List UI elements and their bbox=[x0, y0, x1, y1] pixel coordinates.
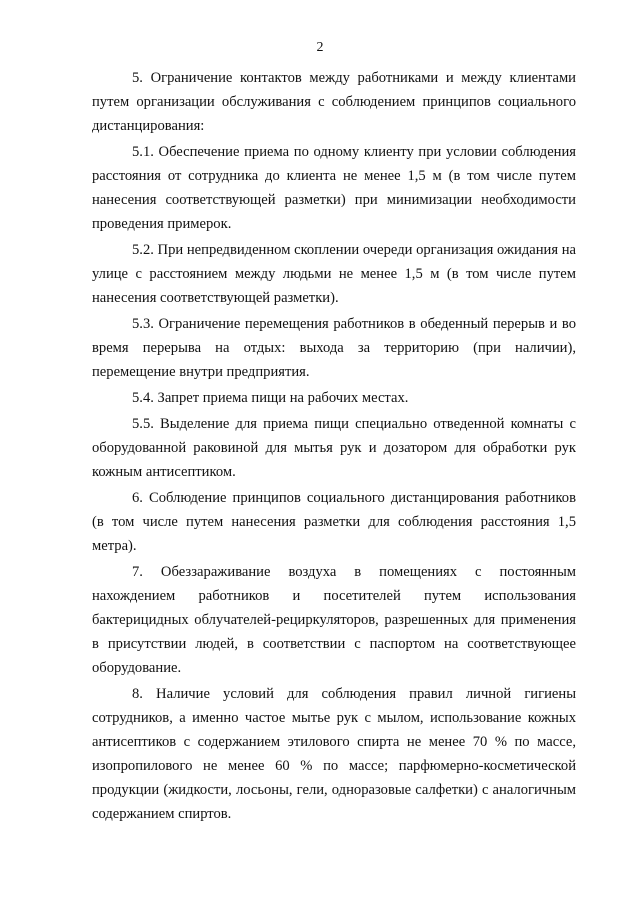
paragraph-5: 5. Ограничение контактов между работниками и между клиентами путем организации обслуживания с соблюдением принципов социального дистанцирования: bbox=[92, 70, 576, 134]
paragraph-8: 8. Наличие условий для соблюдения правил личной гигиены сотрудников, а именно частое мытье рук с мылом, использование кожных антисептиков с содержанием этилового спирта не менее 70 % по массе, изопропилового не менее 60 % по массе; парфюмерно-косметической продукции (жидкости, лосьоны, гели, одноразовые салфетки) с аналогичным содержанием спиртов. bbox=[92, 686, 576, 822]
paragraph-5-3: 5.3. Ограничение перемещения работников в обеденный перерыв и во время перерыва на отдых: выхода за территорию (при наличии), перемещение внутри предприятия. bbox=[92, 316, 576, 380]
paragraph-5-2: 5.2. При непредвиденном скоплении очереди организация ожидания на улице с расстоянием между людьми не менее 1,5 м (в том числе путем нанесения соответствующей разметки). bbox=[92, 242, 576, 306]
page-number: 2 bbox=[316, 40, 324, 55]
paragraph-7: 7. Обеззараживание воздуха в помещениях с постоянным нахождением работников и посетителей путем использования бактерицидных облучателей-рециркуляторов, разрешенных для применения в присутствии людей, в соответствии с паспортом на соответствующее оборудование. bbox=[92, 564, 576, 676]
paragraph-5-4: 5.4. Запрет приема пищи на рабочих местах. bbox=[132, 390, 409, 406]
document-body bbox=[92, 66, 576, 828]
paragraph-5-5: 5.5. Выделение для приема пищи специально отведенной комнаты с оборудованной раковиной для мытья рук и дозатором для обработки рук кожным антисептиком. bbox=[92, 416, 576, 480]
paragraph-6: 6. Соблюдение принципов социального дистанцирования работников (в том числе путем нанесения разметки для соблюдения расстояния 1,5 метра). bbox=[92, 490, 576, 554]
paragraph-5-1: 5.1. Обеспечение приема по одному клиенту при условии соблюдения расстояния от сотрудника до клиента не менее 1,5 м (в том числе путем нанесения соответствующей разметки) при минимизации необходимости проведения примерок. bbox=[92, 144, 576, 232]
